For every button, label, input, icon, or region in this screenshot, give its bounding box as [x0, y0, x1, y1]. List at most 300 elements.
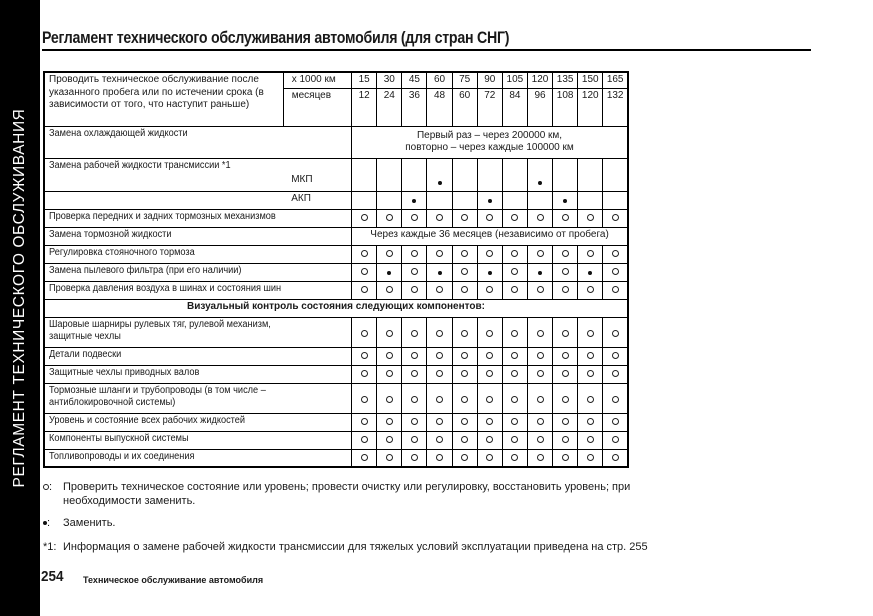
title-underline: [42, 49, 811, 51]
month-interval: 84: [502, 88, 527, 126]
check-circle-icon: [461, 352, 468, 359]
check-circle-icon: [612, 268, 619, 275]
check-circle-icon: [587, 370, 594, 377]
check-circle-icon: [537, 330, 544, 337]
filled-dot-icon: [43, 521, 47, 525]
footnote-symbol: *1:: [43, 541, 57, 553]
row-label: Замена пылевого фильтра (при его наличии): [44, 263, 352, 281]
check-circle-icon: [411, 418, 418, 425]
table-row: [44, 449, 628, 467]
check-circle-icon: [461, 436, 468, 443]
check-circle-icon: [361, 286, 368, 293]
schedule-mark: [377, 449, 402, 467]
schedule-mark: [502, 173, 527, 191]
schedule-mark: [553, 347, 578, 365]
check-circle-icon: [461, 214, 468, 221]
table-row: [44, 365, 628, 383]
check-circle-icon: [411, 286, 418, 293]
check-circle-icon: [537, 370, 544, 377]
check-circle-icon: [562, 352, 569, 359]
km-interval: 45: [402, 72, 427, 88]
km-interval: 135: [553, 72, 578, 88]
check-circle-icon: [386, 250, 393, 257]
replace-dot-icon: [438, 181, 442, 185]
side-chapter-tab: [0, 0, 40, 616]
schedule-mark: [527, 281, 552, 299]
schedule-mark: [377, 365, 402, 383]
check-circle-icon: [486, 370, 493, 377]
month-interval: 12: [352, 88, 377, 126]
check-circle-icon: [537, 436, 544, 443]
row-label: Проверка передних и задних тормозных механизмов: [44, 209, 352, 227]
schedule-mark: [377, 263, 402, 281]
row-transmission: [44, 158, 628, 173]
schedule-mark: [402, 173, 427, 191]
schedule-mark: [502, 413, 527, 431]
schedule-mark: [452, 263, 477, 281]
check-circle-icon: [511, 418, 518, 425]
page-title: Регламент технического обслуживания автомобиля (для стран СНГ): [42, 29, 510, 47]
schedule-mark: [452, 173, 477, 191]
row-label: Тормозные шланги и трубопроводы (в том числе – антиблокировочной системы): [44, 383, 352, 413]
month-interval: 72: [477, 88, 502, 126]
schedule-mark: [502, 365, 527, 383]
schedule-mark: [377, 317, 402, 347]
check-circle-icon: [486, 352, 493, 359]
check-circle-icon: [386, 370, 393, 377]
schedule-mark: [527, 263, 552, 281]
check-circle-icon: [562, 330, 569, 337]
schedule-mark: [477, 347, 502, 365]
schedule-mark: [402, 449, 427, 467]
schedule-mark: [603, 365, 628, 383]
schedule-mark: [402, 347, 427, 365]
km-interval: 120: [527, 72, 552, 88]
open-circle-icon: [43, 484, 49, 490]
check-circle-icon: [411, 352, 418, 359]
legend-replace-text: Заменить.: [63, 517, 116, 529]
row-label: Проверка давления воздуха в шинах и состояния шин: [44, 281, 352, 299]
check-circle-icon: [612, 330, 619, 337]
schedule-mark: [402, 365, 427, 383]
table-row: [44, 245, 628, 263]
header-description: Проводить техническое обслуживание после указанного пробега или по истечении срока (в зависимости от того, что наступит раньше): [44, 72, 283, 126]
schedule-mark: [402, 209, 427, 227]
schedule-mark: [377, 413, 402, 431]
check-circle-icon: [511, 330, 518, 337]
schedule-mark: [527, 317, 552, 347]
schedule-mark: [452, 209, 477, 227]
month-interval: 24: [377, 88, 402, 126]
schedule-mark: [427, 173, 452, 191]
legend-check-text-1: Проверить техническое состояние или уровень; провести очистку или регулировку, восстановить уровень; при: [63, 481, 631, 493]
replace-dot-icon: [538, 181, 542, 185]
legend-check-symbol: :: [43, 480, 63, 494]
check-circle-icon: [411, 436, 418, 443]
check-circle-icon: [537, 214, 544, 221]
check-circle-icon: [461, 330, 468, 337]
schedule-mark: [553, 173, 578, 191]
schedule-mark: [527, 191, 552, 209]
check-circle-icon: [562, 436, 569, 443]
schedule-mark: [477, 413, 502, 431]
check-circle-icon: [386, 436, 393, 443]
check-circle-icon: [486, 396, 493, 403]
schedule-mark: [452, 365, 477, 383]
schedule-mark: [477, 317, 502, 347]
schedule-mark: [427, 449, 452, 467]
check-circle-icon: [386, 286, 393, 293]
schedule-mark: [477, 383, 502, 413]
schedule-mark: [603, 263, 628, 281]
schedule-mark: [352, 281, 377, 299]
page-footer: [41, 568, 264, 586]
schedule-mark: [502, 245, 527, 263]
schedule-mark: [603, 281, 628, 299]
schedule-mark: [603, 413, 628, 431]
replace-dot-icon: [488, 271, 492, 275]
row-label: Регулировка стояночного тормоза: [44, 245, 352, 263]
table-row: [44, 413, 628, 431]
schedule-mark: [402, 383, 427, 413]
check-circle-icon: [461, 286, 468, 293]
check-circle-icon: [511, 436, 518, 443]
month-interval: 96: [527, 88, 552, 126]
footnote-text: Информация о замене рабочей жидкости трансмиссии для тяжелых условий эксплуатации приведена на стр. 255: [63, 541, 648, 553]
check-circle-icon: [612, 454, 619, 461]
schedule-mark: [452, 431, 477, 449]
schedule-mark: [377, 431, 402, 449]
row-label: Замена тормозной жидкости: [44, 227, 352, 245]
km-interval: 30: [377, 72, 402, 88]
schedule-mark: [477, 431, 502, 449]
row-label: Топливопроводы и их соединения: [44, 449, 352, 467]
schedule-mark: [402, 413, 427, 431]
header-row-km: [44, 72, 628, 88]
maintenance-schedule-table: [43, 71, 629, 468]
check-circle-icon: [461, 370, 468, 377]
check-circle-icon: [361, 370, 368, 377]
check-circle-icon: [436, 214, 443, 221]
check-circle-icon: [411, 396, 418, 403]
table-row: [44, 281, 628, 299]
schedule-mark: [452, 191, 477, 209]
check-circle-icon: [361, 418, 368, 425]
check-circle-icon: [361, 454, 368, 461]
replace-dot-icon: [412, 199, 416, 203]
schedule-mark: [603, 209, 628, 227]
schedule-mark: [578, 449, 603, 467]
schedule-mark: [452, 449, 477, 467]
check-circle-icon: [537, 352, 544, 359]
schedule-mark: [352, 173, 377, 191]
schedule-mark: [502, 191, 527, 209]
schedule-mark: [502, 431, 527, 449]
table-row: [44, 383, 628, 413]
check-circle-icon: [436, 250, 443, 257]
side-chapter-label: РЕГЛАМЕНТ ТЕХНИЧЕСКОГО ОБСЛУЖИВАНИЯ: [11, 108, 28, 488]
schedule-mark: [553, 413, 578, 431]
schedule-mark: [603, 347, 628, 365]
check-circle-icon: [562, 454, 569, 461]
schedule-mark: [477, 365, 502, 383]
check-circle-icon: [612, 418, 619, 425]
schedule-mark: [553, 449, 578, 467]
km-interval: 105: [502, 72, 527, 88]
schedule-mark: [427, 263, 452, 281]
check-circle-icon: [562, 214, 569, 221]
section-heading: Визуальный контроль состояния следующих компонентов:: [44, 299, 628, 317]
schedule-mark: [477, 245, 502, 263]
table-row: [44, 263, 628, 281]
schedule-mark: [377, 347, 402, 365]
check-circle-icon: [587, 352, 594, 359]
schedule-mark: [553, 281, 578, 299]
check-circle-icon: [436, 352, 443, 359]
schedule-mark: [578, 383, 603, 413]
schedule-mark: [452, 413, 477, 431]
check-circle-icon: [562, 268, 569, 275]
check-circle-icon: [612, 396, 619, 403]
schedule-mark: [452, 317, 477, 347]
row-transmission-auto: [44, 191, 628, 209]
schedule-mark: [402, 263, 427, 281]
check-circle-icon: [486, 286, 493, 293]
check-circle-icon: [587, 418, 594, 425]
check-circle-icon: [511, 286, 518, 293]
schedule-mark: [377, 209, 402, 227]
row-coolant: [44, 126, 628, 158]
row-brake-fluid: [44, 227, 628, 245]
check-circle-icon: [537, 418, 544, 425]
check-circle-icon: [612, 250, 619, 257]
check-circle-icon: [361, 396, 368, 403]
schedule-mark: [427, 209, 452, 227]
check-circle-icon: [612, 286, 619, 293]
schedule-mark: [352, 245, 377, 263]
schedule-mark: [603, 431, 628, 449]
check-circle-icon: [612, 436, 619, 443]
check-circle-icon: [486, 436, 493, 443]
brake-fluid-note: Через каждые 36 месяцев (независимо от пробега): [352, 227, 628, 245]
schedule-mark: [553, 191, 578, 209]
schedule-mark: [553, 209, 578, 227]
schedule-mark: [402, 281, 427, 299]
schedule-mark: [553, 263, 578, 281]
schedule-mark: [527, 449, 552, 467]
row-transmission-manual: [44, 173, 628, 191]
check-circle-icon: [436, 330, 443, 337]
schedule-mark: [452, 281, 477, 299]
schedule-mark: [427, 365, 452, 383]
schedule-mark: [553, 383, 578, 413]
schedule-mark: [377, 383, 402, 413]
schedule-mark: [553, 245, 578, 263]
check-circle-icon: [511, 268, 518, 275]
row-label: Шаровые шарниры рулевых тяг, рулевой механизм, защитные чехлы: [44, 317, 352, 347]
check-circle-icon: [511, 396, 518, 403]
schedule-mark: [402, 245, 427, 263]
month-interval: 36: [402, 88, 427, 126]
check-circle-icon: [386, 214, 393, 221]
check-circle-icon: [587, 250, 594, 257]
check-circle-icon: [411, 330, 418, 337]
check-circle-icon: [436, 370, 443, 377]
schedule-mark: [578, 413, 603, 431]
month-interval: 48: [427, 88, 452, 126]
km-interval: 60: [427, 72, 452, 88]
check-circle-icon: [361, 352, 368, 359]
schedule-mark: [427, 347, 452, 365]
schedule-mark: [527, 431, 552, 449]
schedule-mark: [603, 173, 628, 191]
check-circle-icon: [361, 330, 368, 337]
schedule-mark: [527, 347, 552, 365]
schedule-mark: [427, 317, 452, 347]
table-row: [44, 317, 628, 347]
table-row: [44, 347, 628, 365]
unit-months-label: месяцев: [283, 88, 351, 126]
schedule-mark: [477, 263, 502, 281]
row-label: Замена охлаждающей жидкости: [44, 126, 352, 158]
schedule-mark: [527, 383, 552, 413]
km-interval: 90: [477, 72, 502, 88]
schedule-mark: [578, 281, 603, 299]
replace-dot-icon: [563, 199, 567, 203]
check-circle-icon: [361, 436, 368, 443]
km-interval: 75: [452, 72, 477, 88]
legend-replace-symbol: :: [43, 516, 63, 530]
schedule-mark: [427, 281, 452, 299]
check-circle-icon: [436, 396, 443, 403]
check-circle-icon: [386, 330, 393, 337]
schedule-mark: [502, 317, 527, 347]
row-label: Детали подвески: [44, 347, 352, 365]
check-circle-icon: [587, 454, 594, 461]
schedule-mark: [603, 191, 628, 209]
check-circle-icon: [461, 454, 468, 461]
schedule-mark: [578, 209, 603, 227]
footer-section-title: Техническое обслуживание автомобиля: [83, 575, 264, 585]
check-circle-icon: [486, 214, 493, 221]
schedule-mark: [502, 209, 527, 227]
schedule-mark: [553, 365, 578, 383]
check-circle-icon: [537, 396, 544, 403]
schedule-mark: [578, 263, 603, 281]
check-circle-icon: [511, 454, 518, 461]
check-circle-icon: [562, 286, 569, 293]
check-circle-icon: [612, 214, 619, 221]
schedule-mark: [427, 413, 452, 431]
legend-check-text-2: необходимости заменить.: [63, 495, 196, 507]
check-circle-icon: [587, 214, 594, 221]
check-circle-icon: [537, 250, 544, 257]
check-circle-icon: [511, 214, 518, 221]
row-label: Замена рабочей жидкости трансмиссии *1: [44, 158, 352, 173]
check-circle-icon: [587, 286, 594, 293]
schedule-mark: [578, 317, 603, 347]
check-circle-icon: [486, 418, 493, 425]
check-circle-icon: [436, 436, 443, 443]
check-circle-icon: [511, 250, 518, 257]
check-circle-icon: [562, 370, 569, 377]
check-circle-icon: [411, 454, 418, 461]
schedule-mark: [527, 365, 552, 383]
check-circle-icon: [386, 396, 393, 403]
schedule-mark: [603, 245, 628, 263]
check-circle-icon: [386, 352, 393, 359]
schedule-mark: [578, 173, 603, 191]
check-circle-icon: [461, 250, 468, 257]
schedule-mark: [477, 173, 502, 191]
schedule-mark: [352, 431, 377, 449]
check-circle-icon: [587, 396, 594, 403]
month-interval: 108: [553, 88, 578, 126]
schedule-mark: [502, 449, 527, 467]
schedule-mark: [477, 209, 502, 227]
schedule-mark: [603, 383, 628, 413]
schedule-mark: [578, 245, 603, 263]
schedule-mark: [427, 245, 452, 263]
schedule-mark: [578, 431, 603, 449]
schedule-mark: [477, 281, 502, 299]
schedule-mark: [352, 191, 377, 209]
check-circle-icon: [486, 330, 493, 337]
check-circle-icon: [587, 330, 594, 337]
schedule-mark: [527, 413, 552, 431]
check-circle-icon: [361, 250, 368, 257]
check-circle-icon: [361, 268, 368, 275]
schedule-mark: [352, 263, 377, 281]
schedule-mark: [502, 263, 527, 281]
check-circle-icon: [411, 370, 418, 377]
check-circle-icon: [612, 370, 619, 377]
check-circle-icon: [461, 418, 468, 425]
schedule-mark: [352, 365, 377, 383]
schedule-mark: [352, 317, 377, 347]
check-circle-icon: [436, 454, 443, 461]
check-circle-icon: [411, 268, 418, 275]
schedule-mark: [477, 449, 502, 467]
schedule-mark: [352, 209, 377, 227]
check-circle-icon: [411, 250, 418, 257]
schedule-mark: [553, 431, 578, 449]
page-number: 254: [41, 568, 64, 585]
schedule-mark: [377, 245, 402, 263]
schedule-mark: [603, 317, 628, 347]
row-label: Компоненты выпускной системы: [44, 431, 352, 449]
schedule-mark: [352, 347, 377, 365]
check-circle-icon: [612, 352, 619, 359]
replace-dot-icon: [438, 271, 442, 275]
schedule-mark: [603, 449, 628, 467]
schedule-mark: [527, 245, 552, 263]
schedule-mark: [402, 191, 427, 209]
replace-dot-icon: [588, 271, 592, 275]
schedule-mark: [402, 317, 427, 347]
schedule-mark: [452, 245, 477, 263]
schedule-mark: [477, 191, 502, 209]
replace-dot-icon: [387, 271, 391, 275]
check-circle-icon: [386, 454, 393, 461]
schedule-mark: [502, 383, 527, 413]
km-interval: 165: [603, 72, 628, 88]
schedule-mark: [427, 431, 452, 449]
replace-dot-icon: [488, 199, 492, 203]
check-circle-icon: [486, 454, 493, 461]
month-interval: 132: [603, 88, 628, 126]
schedule-mark: [402, 431, 427, 449]
